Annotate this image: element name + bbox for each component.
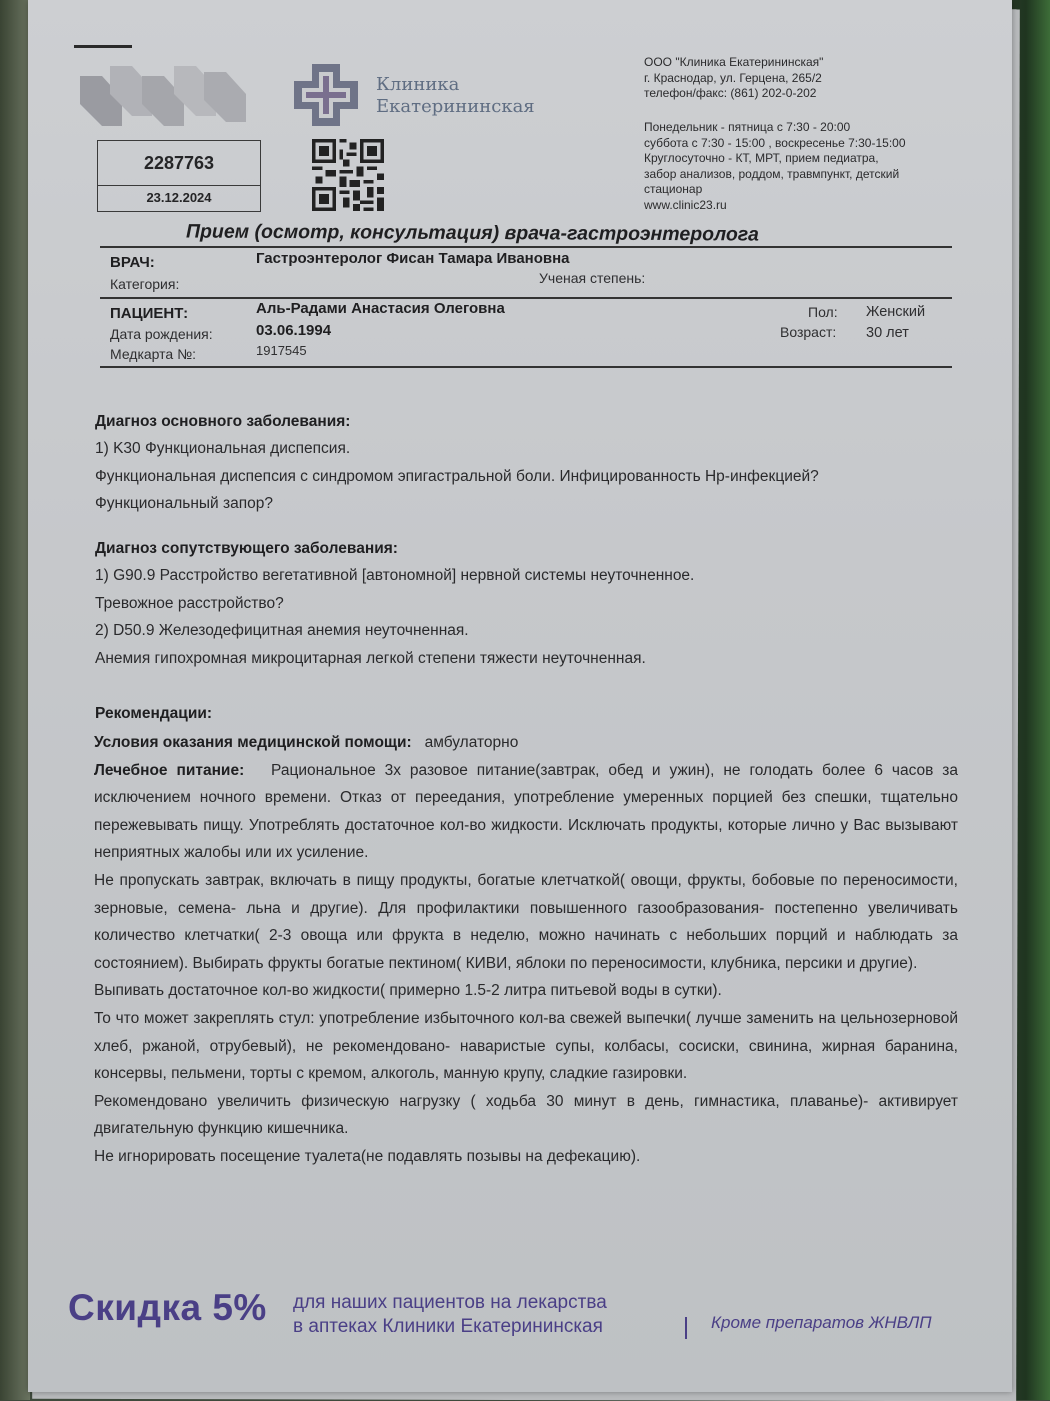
patient-name: Аль-Радами Анастасия Олеговна (256, 300, 505, 317)
clinic-cross-logo-icon (294, 64, 358, 126)
hours-line: Понедельник - пятница с 7:30 - 20:00 (644, 120, 851, 134)
record-stamp (97, 140, 261, 212)
patient-label: ПАЦИЕНТ: (110, 305, 189, 322)
address-line: г. Краснодар, ул. Герцена, 265/2 (644, 70, 822, 85)
diet-text: Рациональное 3х разовое питание(завтрак, обед и ужин), не голодать более 6 часов за исключением ночного времени. Отказ от переедания, употребление умеренных порцией без спешки, тщательно пережевывать пищу. Употреблять достаточное кол-во жидкости. Исключать продукты, которые лично у Вас вызывают неприятных жалобы или их усиление. (94, 761, 958, 862)
main-diagnosis-line: 1) K30 Функциональная диспепсия. (95, 440, 351, 457)
clinic-name-line1: Клиника (376, 74, 460, 95)
document-page (28, 0, 1012, 1392)
phone-line: телефон/факс: (861) 202-0-202 (644, 86, 817, 100)
concomitant-diagnosis-line: Тревожное расстройство? (95, 595, 284, 612)
record-date: 23.12.2024 (146, 190, 212, 205)
discount-text-line2: в аптеках Клиники Екатерининская (293, 1316, 603, 1337)
record-number: 2287763 (98, 141, 260, 186)
fluid-paragraph: Выпивать достаточное кол-во жидкости( примерно 1.5-2 литра питьевой воды в сутки). (94, 982, 722, 1000)
dob-label: Дата рождения: (110, 326, 213, 342)
sex-value: Женский (866, 304, 926, 320)
main-diagnosis-line: Функциональный запор? (95, 495, 273, 512)
discount-banner (68, 1285, 968, 1355)
category-label: Категория: (110, 276, 180, 292)
activity-paragraph: Рекомендовано увеличить физическую нагрузку ( ходьба 30 минут в день, гимнастика, плаванье)- активирует двигательную функцию кишечника. (94, 1092, 958, 1138)
diet-paragraph (94, 757, 958, 867)
doctor-label: ВРАЧ: (110, 254, 155, 271)
age-value: 30 лет (866, 325, 909, 341)
sex-label: Пол: (808, 304, 838, 320)
qr-code-icon (312, 139, 384, 211)
divider (100, 297, 952, 299)
mv-logo-icon (80, 66, 252, 126)
fiber-paragraph: Не пропускать завтрак, включать в пищу продукты, богатые клетчаткой( овощи, фрукты, бобовые по переносимости, зерновые, семена- льна и другие). Для профилактики повышенного газообразования- постепенно увеличивать количество клетчатки( 2-3 овоща или фрукта в неделю, можно начинать с небольших порций и наблюдать за состоянием). Выбирать фрукты богатые пектином( КИВИ, яблоки по переносимости, клубника, персики и другие). (94, 871, 958, 972)
clinic-hours (644, 120, 906, 213)
discount-text (293, 1291, 607, 1339)
age-label: Возраст: (780, 324, 837, 340)
main-diagnosis-line: Функциональная диспепсия с синдромом эпигастральной боли. Инфицированность Hp-инфекцией? (95, 468, 819, 485)
hours-line: забор анализов, роддом, травмпункт, детский (644, 166, 900, 181)
hours-line: Круглосуточно - КТ, МРТ, прием педиатра, (644, 151, 879, 165)
corner-mark (74, 45, 132, 48)
clinic-contacts (644, 55, 823, 102)
clinic-name (376, 74, 535, 118)
concomitant-diagnosis-line: 1) G90.9 Расстройство вегетативной [автономной] нервной системы неуточненное. (95, 567, 695, 584)
conditions-label: Условия оказания медицинской помощи: (94, 734, 412, 751)
concomitant-diagnosis-line: Анемия гипохромная микроцитарная легкой степени тяжести неуточненная. (95, 650, 646, 667)
discount-headline: Скидка 5% (68, 1287, 267, 1328)
diet-label: Лечебное питание: (94, 761, 245, 779)
concomitant-diagnosis-heading: Диагноз сопутствующего заболевания: (95, 540, 398, 557)
conditions-value: амбулаторно (424, 734, 519, 751)
divider (100, 246, 952, 248)
recommendations-heading: Рекомендации: (95, 705, 213, 722)
card-label: Медкарта №: (110, 346, 197, 362)
toilet-paragraph: Не игнорировать посещение туалета(не подавлять позывы на дефекацию). (94, 1147, 641, 1165)
background-left (0, 0, 30, 1400)
discount-exclusion-note: Кроме препаратов ЖНВЛП (711, 1313, 932, 1332)
website: www.clinic23.ru (644, 197, 727, 212)
card-value: 1917545 (256, 343, 307, 358)
doctor-name: Гастроэнтеролог Фисан Тамара Ивановна (256, 250, 570, 267)
divider (685, 1317, 687, 1339)
hours-line: суббота с 7:30 - 15:00 , воскресенье 7:30-15:00 (644, 135, 906, 150)
org-line: ООО "Клиника Екатерининская" (644, 55, 824, 69)
document-title: Прием (осмотр, консультация) врача-гастроэнтеролога (185, 220, 759, 246)
dob-value: 03.06.1994 (256, 322, 332, 339)
discount-text-line1: для наших пациентов на лекарства (293, 1292, 607, 1313)
recommendations-body (94, 729, 958, 1171)
conditions-line (94, 729, 958, 757)
divider (100, 366, 952, 368)
degree-label: Ученая степень: (539, 270, 646, 286)
concomitant-diagnosis-line: 2) D50.9 Железодефицитная анемия неуточненная. (95, 622, 469, 639)
stool-paragraph: То что может закреплять стул: употребление избыточного кол-ва свежей выпечки( лучше заменить на цельнозерновой хлеб, ржаной, отрубевый), не рекомендовано- наваристые супы, колбасы, сосиски, свинина, жирная баранина, консервы, пельмени, торты с кремом, алкоголь, манную крупу, сладкие газировки. (94, 1009, 958, 1083)
main-diagnosis-heading: Диагноз основного заболевания: (95, 413, 351, 430)
clinic-name-line2: Екатерининская (376, 96, 535, 117)
hours-line: стационар (644, 182, 703, 196)
